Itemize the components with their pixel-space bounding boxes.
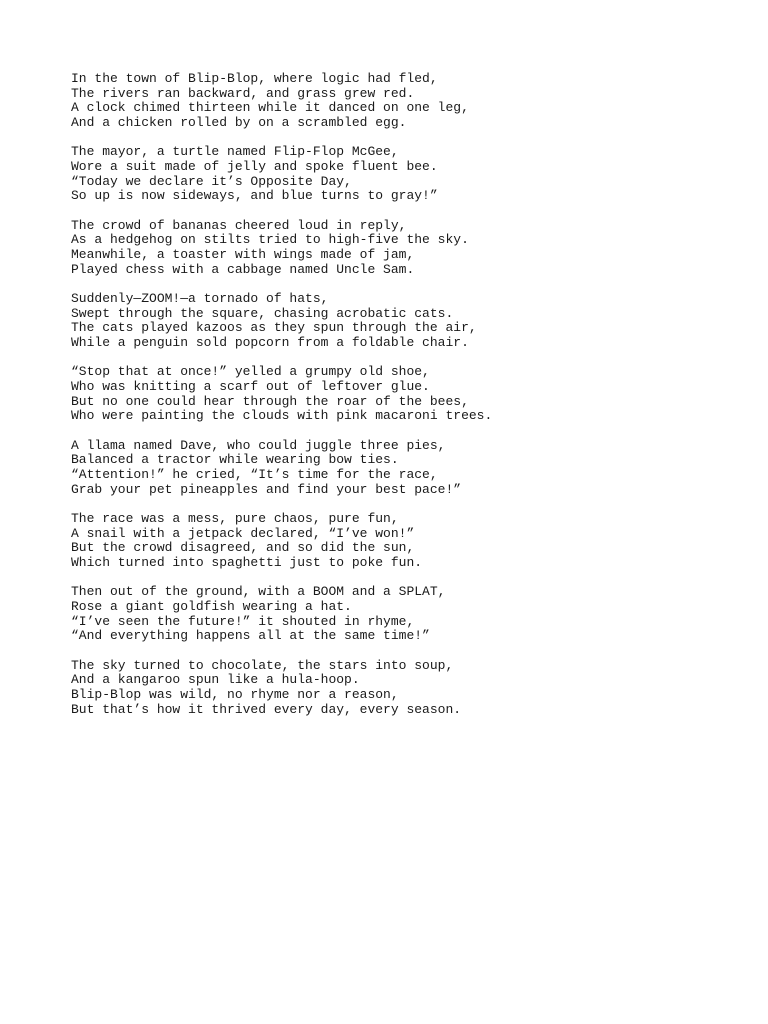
poem-body (71, 72, 731, 732)
poem-stanza (71, 585, 731, 644)
poem-line: Played chess with a cabbage named Uncle Sam. (71, 261, 415, 277)
poem-line: Blip-Blop was wild, no rhyme nor a reason, (71, 687, 399, 703)
poem-line: “Attention!” he cried, “It’s time for the race, (71, 467, 438, 483)
poem-line: Balanced a tractor while wearing bow ties. (71, 452, 399, 468)
poem-line: A llama named Dave, who could juggle three pies, (71, 437, 446, 453)
poem-line: But that’s how it thrived every day, every season. (71, 701, 462, 717)
poem-line: And a kangaroo spun like a hula-hoop. (71, 672, 360, 688)
poem-line: Rose a giant goldfish wearing a hat. (71, 599, 352, 615)
poem-stanza (71, 439, 731, 498)
poem-line: “And everything happens all at the same time!” (71, 628, 430, 644)
poem-stanza (71, 292, 731, 351)
poem-line: Swept through the square, chasing acrobatic cats. (71, 305, 454, 321)
poem-line: While a penguin sold popcorn from a foldable chair. (71, 335, 469, 351)
poem-line: Who were painting the clouds with pink macaroni trees. (71, 408, 493, 424)
poem-line: “Stop that at once!” yelled a grumpy old shoe, (71, 364, 430, 380)
poem-line: Which turned into spaghetti just to poke fun. (71, 555, 423, 571)
poem-line: The mayor, a turtle named Flip-Flop McGee, (71, 144, 399, 160)
poem-line: Grab your pet pineapples and find your best pace!” (71, 481, 462, 497)
poem-stanza (71, 72, 731, 131)
poem-line: Then out of the ground, with a BOOM and a SPLAT, (71, 584, 446, 600)
poem-line: Suddenly—ZOOM!—a tornado of hats, (71, 291, 329, 307)
poem-line: The cats played kazoos as they spun through the air, (71, 320, 477, 336)
poem-stanza (71, 145, 731, 204)
poem-line: In the town of Blip-Blop, where logic had fled, (71, 71, 438, 86)
poem-line: “Today we declare it’s Opposite Day, (71, 173, 352, 189)
poem-line: Meanwhile, a toaster with wings made of jam, (71, 247, 415, 263)
poem-line: “I’ve seen the future!” it shouted in rhyme, (71, 613, 415, 629)
poem-line: A clock chimed thirteen while it danced on one leg, (71, 100, 469, 116)
poem-line: The race was a mess, pure chaos, pure fun, (71, 511, 399, 527)
poem-line: Wore a suit made of jelly and spoke fluent bee. (71, 159, 438, 175)
poem-line: A snail with a jetpack declared, “I’ve won!” (71, 525, 415, 541)
poem-stanza (71, 512, 731, 571)
poem-line: But no one could hear through the roar of the bees, (71, 393, 469, 409)
poem-stanza (71, 365, 731, 424)
poem-line: The crowd of bananas cheered loud in reply, (71, 217, 407, 233)
poem-line: As a hedgehog on stilts tried to high-five the sky. (71, 232, 469, 248)
poem-line: But the crowd disagreed, and so did the sun, (71, 540, 415, 556)
poem-stanza (71, 219, 731, 278)
poem-line: Who was knitting a scarf out of leftover glue. (71, 379, 430, 395)
poem-line: So up is now sideways, and blue turns to gray!” (71, 188, 438, 204)
poem-line: The rivers ran backward, and grass grew red. (71, 85, 415, 101)
poem-line: And a chicken rolled by on a scrambled egg. (71, 115, 407, 131)
poem-stanza (71, 659, 731, 718)
poem-line: The sky turned to chocolate, the stars into soup, (71, 657, 454, 673)
